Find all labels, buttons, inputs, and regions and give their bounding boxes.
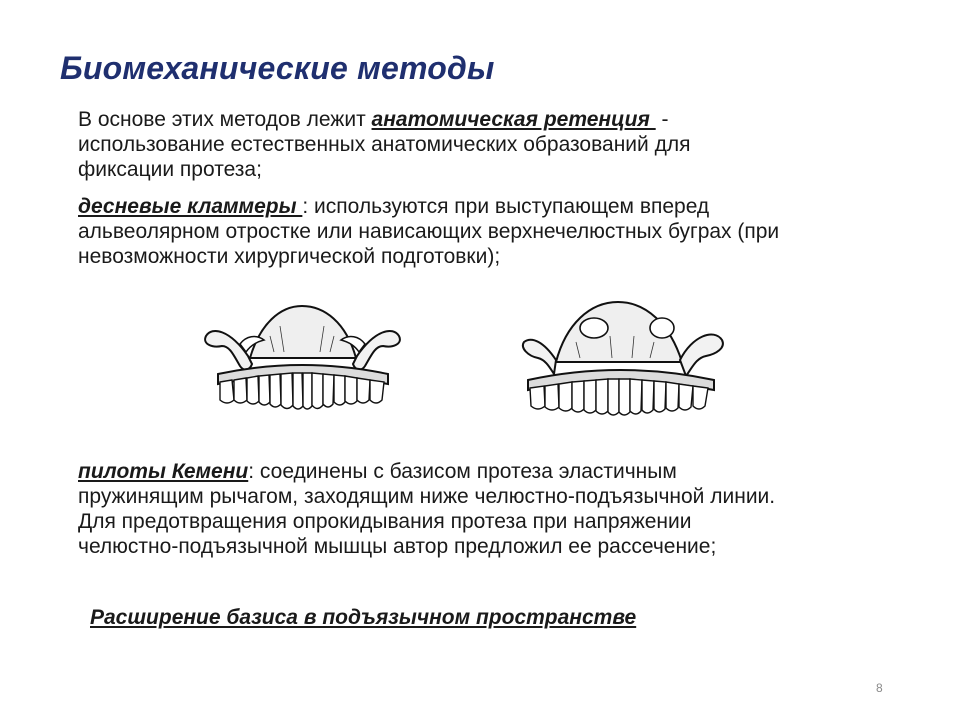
term-base-extension: Расширение базиса в подъязычном пространстве [90,606,637,629]
paragraph-gingival-clasps [78,194,908,269]
denture-illustration-gingival-clasps [200,296,405,416]
paragraph-text: : соединены с базисом протеза эластичным пружинящим рычагом, заходящим ниже челюстно-подъязычной линии. Для предотвращения опрокидывания протеза при напряжении челюстно-подъязычной мышцы автор предложил ее рассечение; [78,460,776,558]
term-kemeny-pilots: пилоты Кемени [78,460,249,483]
paragraph-kemeny-pilots [78,459,908,559]
slide-title: Биомеханические методы [60,50,495,86]
term-anatomical-retention: анатомическая ретенция [371,108,656,131]
paragraph-base-extension [90,605,920,630]
paragraph-text: : используются при выступающем вперед альвеолярном отростке или нависающих верхнечелюстных буграх (при невозможности хирургической подготовки); [78,195,780,268]
term-gingival-clasps: десневые кламмеры [78,195,303,218]
paragraph-text: - использование естественных анатомических образований для фиксации протеза; [78,108,691,181]
paragraph-anatomical-retention [78,107,908,182]
page-number: 8 [876,681,883,695]
paragraph-lead: В основе этих методов лежит [78,108,372,131]
denture-illustration-gingival-clasps-alt [510,296,730,421]
